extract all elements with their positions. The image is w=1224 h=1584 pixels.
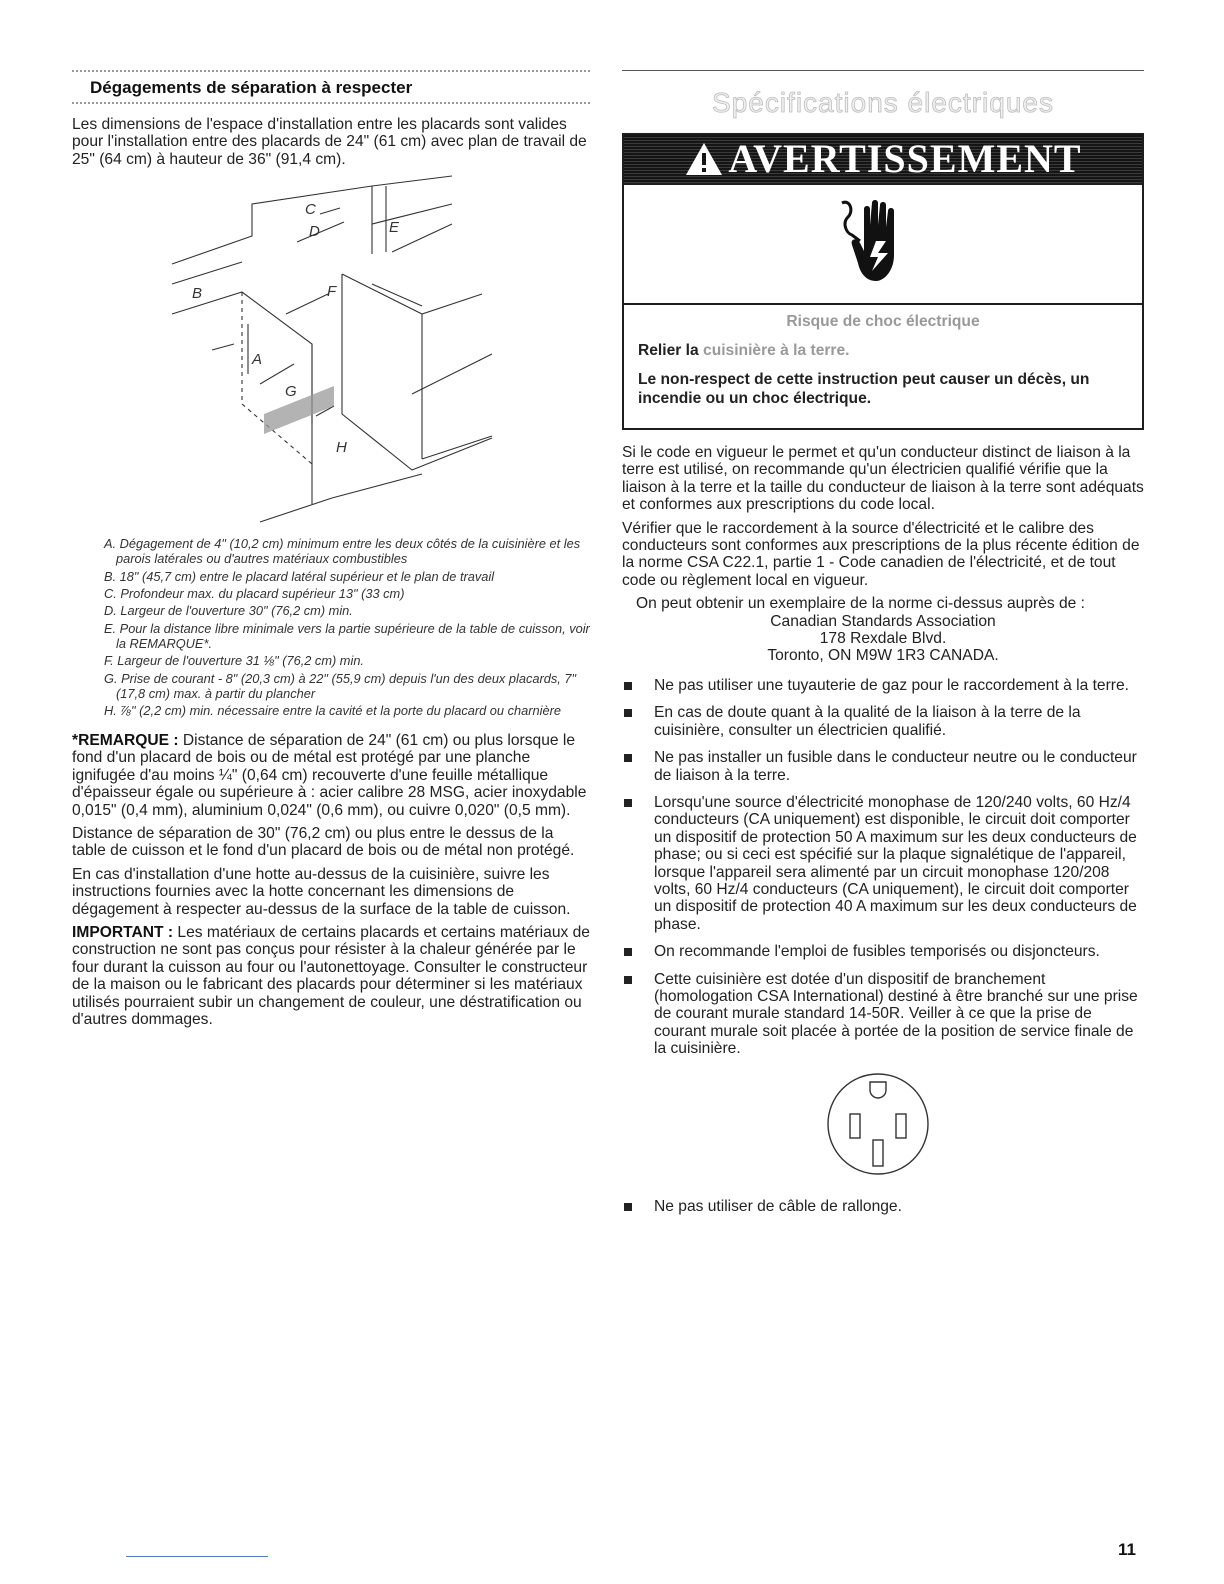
- legend-item: [72, 621, 590, 651]
- intro-paragraph: Les dimensions de l'espace d'installation entre les placards sont valides pour l'installation entre des placards de 24" (61 cm) avec plan de travail de 25" (64 cm) à hauteur de 36" (91,4 cm).: [72, 116, 587, 168]
- bullet-item: On recommande l'emploi de fusibles temporisés ou disjoncteurs.: [622, 943, 1144, 960]
- bottom-line: [126, 1556, 268, 1557]
- legend-text: Prise de courant - 8" (20,3 cm) à 22" (55,9 cm) depuis l'un des deux placards, 7" (17,8 cm) max. à partir du plancher: [116, 670, 577, 701]
- warning-body: [624, 303, 1142, 428]
- bullet-item-extension-cord: Ne pas utiliser de câble de rallonge.: [622, 1198, 1144, 1215]
- shock-icon-area: [624, 183, 1142, 303]
- warning-triangle-icon: [684, 141, 724, 177]
- ground-paragraph: Si le code en vigueur le permet et qu'un conducteur distinct de liaison à la terre est utilisé, on recommande qu'un électricien qualifié vérifie que la liaison à la terre et la taille du conducteur de liaison à la terre sont adéquats et conformes aux prescriptions du code local.: [622, 444, 1144, 514]
- legend-item: [72, 569, 590, 584]
- legend-letter: H.: [104, 702, 117, 718]
- warning-header: [624, 135, 1142, 183]
- electric-shock-hand-icon: [836, 195, 916, 295]
- warning-line-ground-a: Relier la: [638, 342, 704, 359]
- important-label: IMPORTANT :: [72, 924, 174, 942]
- remarque-text: Distance de séparation de 24" (61 cm) ou plus lorsque le fond d'un placard de bois ou de métal est protégé par une planche ignifugée d'au moins ¼" (0,64 cm) recouverte d'une feuille métallique d'épaisseur égale ou supérieure à : acier calibre 28 MSG, acier inoxydable 0,015" (0,4 mm), aluminium 0,024" (0,6 mm), ou cuivre 0,020" (0,5 mm).: [72, 731, 587, 819]
- address-line: Canadian Standards Association: [770, 612, 996, 630]
- address-block: [622, 613, 1144, 665]
- legend-letter: C.: [104, 586, 117, 601]
- right-top-divider: [622, 70, 1144, 71]
- section-heading: Dégagements de séparation à respecter: [90, 78, 413, 97]
- fig-label-a: A: [252, 351, 263, 369]
- legend-text: 18" (45,7 cm) entre le placard latéral supérieur et le plan de travail: [119, 568, 495, 584]
- bullet-item: Cette cuisinière est dotée d'un dispositif de branchement (homologation CSA International) destiné à être branché sur une prise de courant murale standard 14-50R. Veiller à ce que la prise de courant murale soit placée à portée de la position de service finale de la cuisinière.: [622, 971, 1144, 1058]
- csa-paragraph: Vérifier que le raccordement à la source d'électricité et le calibre des conducteurs sont conformes aux prescriptions de la plus récente édition de la norme CSA C22.1, partie 1 - Code canadien de l'électricité, et de tout code ou règlement local en vigueur.: [622, 519, 1140, 589]
- legend-item: [72, 603, 590, 618]
- legend-letter: A.: [104, 536, 117, 552]
- fig-label-g: G: [285, 383, 297, 401]
- electrical-specs-title: Spécifications électriques: [712, 87, 1054, 118]
- warning-line-consequence: Le non-respect de cette instruction peut causer un décès, un incendie ou un choc électrique.: [638, 371, 1090, 407]
- clearance-diagram: [72, 174, 590, 534]
- legend-letter: D.: [104, 603, 117, 619]
- legend-item: [72, 671, 590, 701]
- right-body: [622, 444, 1144, 1215]
- address-line: 178 Rexdale Blvd.: [819, 630, 947, 648]
- remarque-label: *REMARQUE :: [72, 731, 179, 749]
- legend-item: [72, 703, 590, 718]
- outlet-14-50r-icon: [818, 1068, 938, 1180]
- legend-text: Dégagement de 4" (10,2 cm) minimum entre les deux côtés de la cuisinière et les parois latérales ou d'autres matériaux combustibles: [116, 536, 581, 567]
- legend-item: [72, 653, 590, 668]
- legend-text: Profondeur max. du placard supérieur 13" (33 cm): [120, 586, 405, 601]
- warning-box: [622, 133, 1144, 430]
- remarque-paragraph: [72, 732, 590, 819]
- copy-paragraph: On peut obtenir un exemplaire de la norme ci-dessus auprès de :: [636, 595, 1086, 613]
- right-column: [622, 70, 1144, 1225]
- top-divider: [72, 70, 590, 72]
- bullet-item: Ne pas utiliser une tuyauterie de gaz pour le raccordement à la terre.: [622, 677, 1144, 694]
- legend-item: [72, 536, 590, 566]
- fig-label-c: C: [305, 201, 316, 219]
- legend-text: Largeur de l'ouverture 31 ⅛" (76,2 cm) min.: [117, 653, 364, 669]
- legend-text: Pour la distance libre minimale vers la partie supérieure de la table de cuisson, voir la REMARQUE*.: [116, 620, 590, 651]
- important-text: Les matériaux de certains placards et certains matériaux de construction ne sont pas conçus pour résister à la chaleur générée par le four durant la cuisson au four ou l'autonettoyage. Consulter le constructeur de la maison ou le fabricant des placards pour déterminer si les matériaux utilisés pourraient subir un changement de couleur, une déstratification ou d'autres dommages.: [72, 924, 590, 1029]
- fig-label-h: H: [336, 439, 347, 457]
- warning-line-ground-b: cuisinière à la terre.: [703, 342, 850, 359]
- fig-label-b: B: [192, 285, 203, 303]
- distance-paragraph: Distance de séparation de 30" (76,2 cm) ou plus entre le dessus de la table de cuisson et le fond d'un placard de bois ou de métal non protégé.: [72, 824, 575, 860]
- page-number: 11: [1118, 1540, 1136, 1559]
- legend-text: Largeur de l'ouverture 30" (76,2 cm) min.: [120, 603, 353, 619]
- outlet-illustration: [622, 1068, 1140, 1180]
- bullet-item: Lorsqu'une source d'électricité monophase de 120/240 volts, 60 Hz/4 conducteurs (CA uniquement) est disponible, le circuit doit comporter un dispositif de protection 50 A maximum sur les deux conducteurs de phase; ou si ceci est spécifié sur la plaque signalétique de l'appareil, lorsque l'appareil sera alimenté par un circuit monophase 120/208 volts, 60 Hz/4 conducteurs (CA uniquement), le circuit doit comporter un dispositif de protection 40 A maximum sur les deux conducteurs de phase.: [622, 794, 1144, 933]
- legend-letter: F.: [104, 653, 114, 669]
- warning-header-text: AVERTISSEMENT: [728, 136, 1082, 181]
- heading-divider: [72, 102, 590, 104]
- address-line: Toronto, ON M9W 1R3 CANADA.: [767, 647, 999, 665]
- left-column: [72, 70, 590, 1034]
- hotte-paragraph: En cas d'installation d'une hotte au-dessus de la cuisinière, suivre les instructions fournies avec la hotte concernant les dimensions de dégagement à respecter au-dessus de la surface de la table de cuisson.: [72, 865, 571, 918]
- legend-text: ⅞" (2,2 cm) min. nécessaire entre la cavité et la porte du placard ou charnière: [120, 702, 561, 718]
- legend-item: [72, 586, 590, 601]
- warning-line-ground: [624, 341, 1142, 360]
- fig-label-e: E: [389, 219, 400, 237]
- diagram-legend: [72, 536, 590, 718]
- important-paragraph: [72, 924, 590, 1028]
- legend-letter: G.: [104, 670, 118, 686]
- fig-label-d: D: [309, 223, 320, 241]
- clearance-diagram-svg: [72, 174, 590, 534]
- legend-letter: E.: [104, 620, 117, 636]
- risk-title: Risque de choc électrique: [786, 313, 980, 330]
- bullet-item: Ne pas installer un fusible dans le conducteur neutre ou le conducteur de liaison à la terre.: [622, 749, 1144, 784]
- bullet-item: En cas de doute quant à la qualité de la liaison à la terre de la cuisinière, consulter un électricien qualifié.: [622, 704, 1144, 739]
- fig-label-f: F: [327, 283, 337, 301]
- legend-letter: B.: [104, 568, 117, 584]
